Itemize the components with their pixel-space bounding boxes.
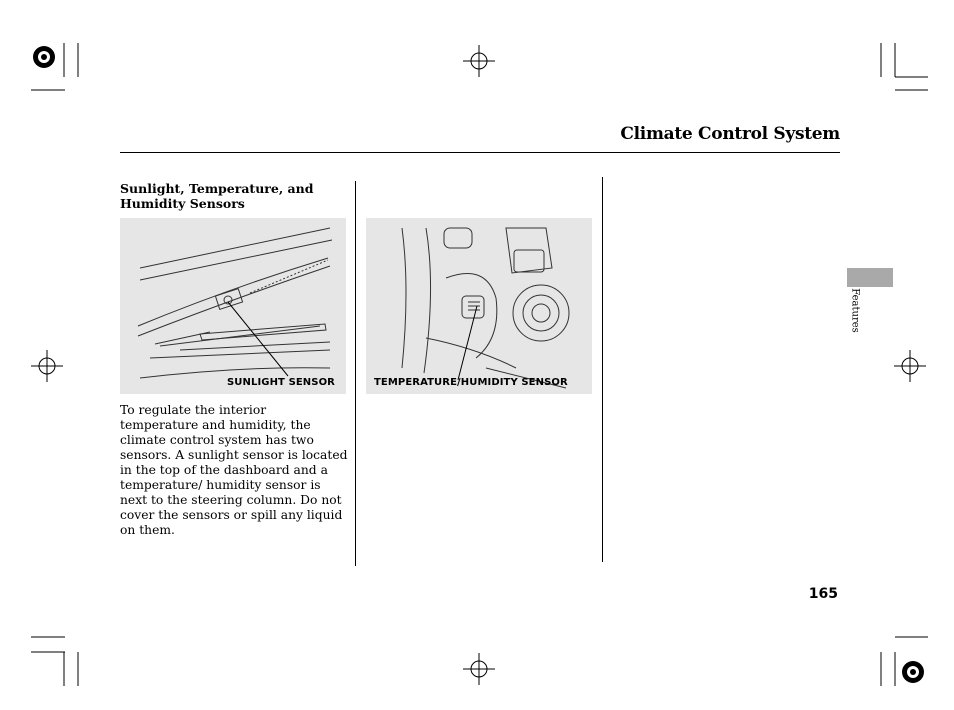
- column-divider-left: [355, 181, 356, 566]
- page-number: 165: [808, 586, 838, 602]
- temperature-humidity-sensor-figure: [366, 218, 592, 394]
- sunlight-sensor-figure: [120, 218, 346, 394]
- dashboard-illustration: [120, 218, 346, 394]
- page-title: Climate Control System: [620, 124, 840, 144]
- section-body-text: To regulate the interior temperature and humidity, the climate control system has two sensors. A sunlight sensor is located in the top of the dashboard and a temperature/ humidity sensor is next to the steering column. Do not cover the sensors or spill any liquid on them.: [120, 403, 348, 537]
- features-tab-label: Features: [849, 288, 861, 333]
- title-divider: [120, 152, 840, 153]
- column-divider-right: [602, 177, 603, 562]
- temperature-humidity-sensor-caption: TEMPERATURE/HUMIDITY SENSOR: [374, 377, 568, 388]
- sunlight-sensor-caption: SUNLIGHT SENSOR: [227, 377, 335, 388]
- section-heading: Sunlight, Temperature, and Humidity Sensors: [120, 181, 314, 211]
- steering-column-illustration: [366, 218, 592, 394]
